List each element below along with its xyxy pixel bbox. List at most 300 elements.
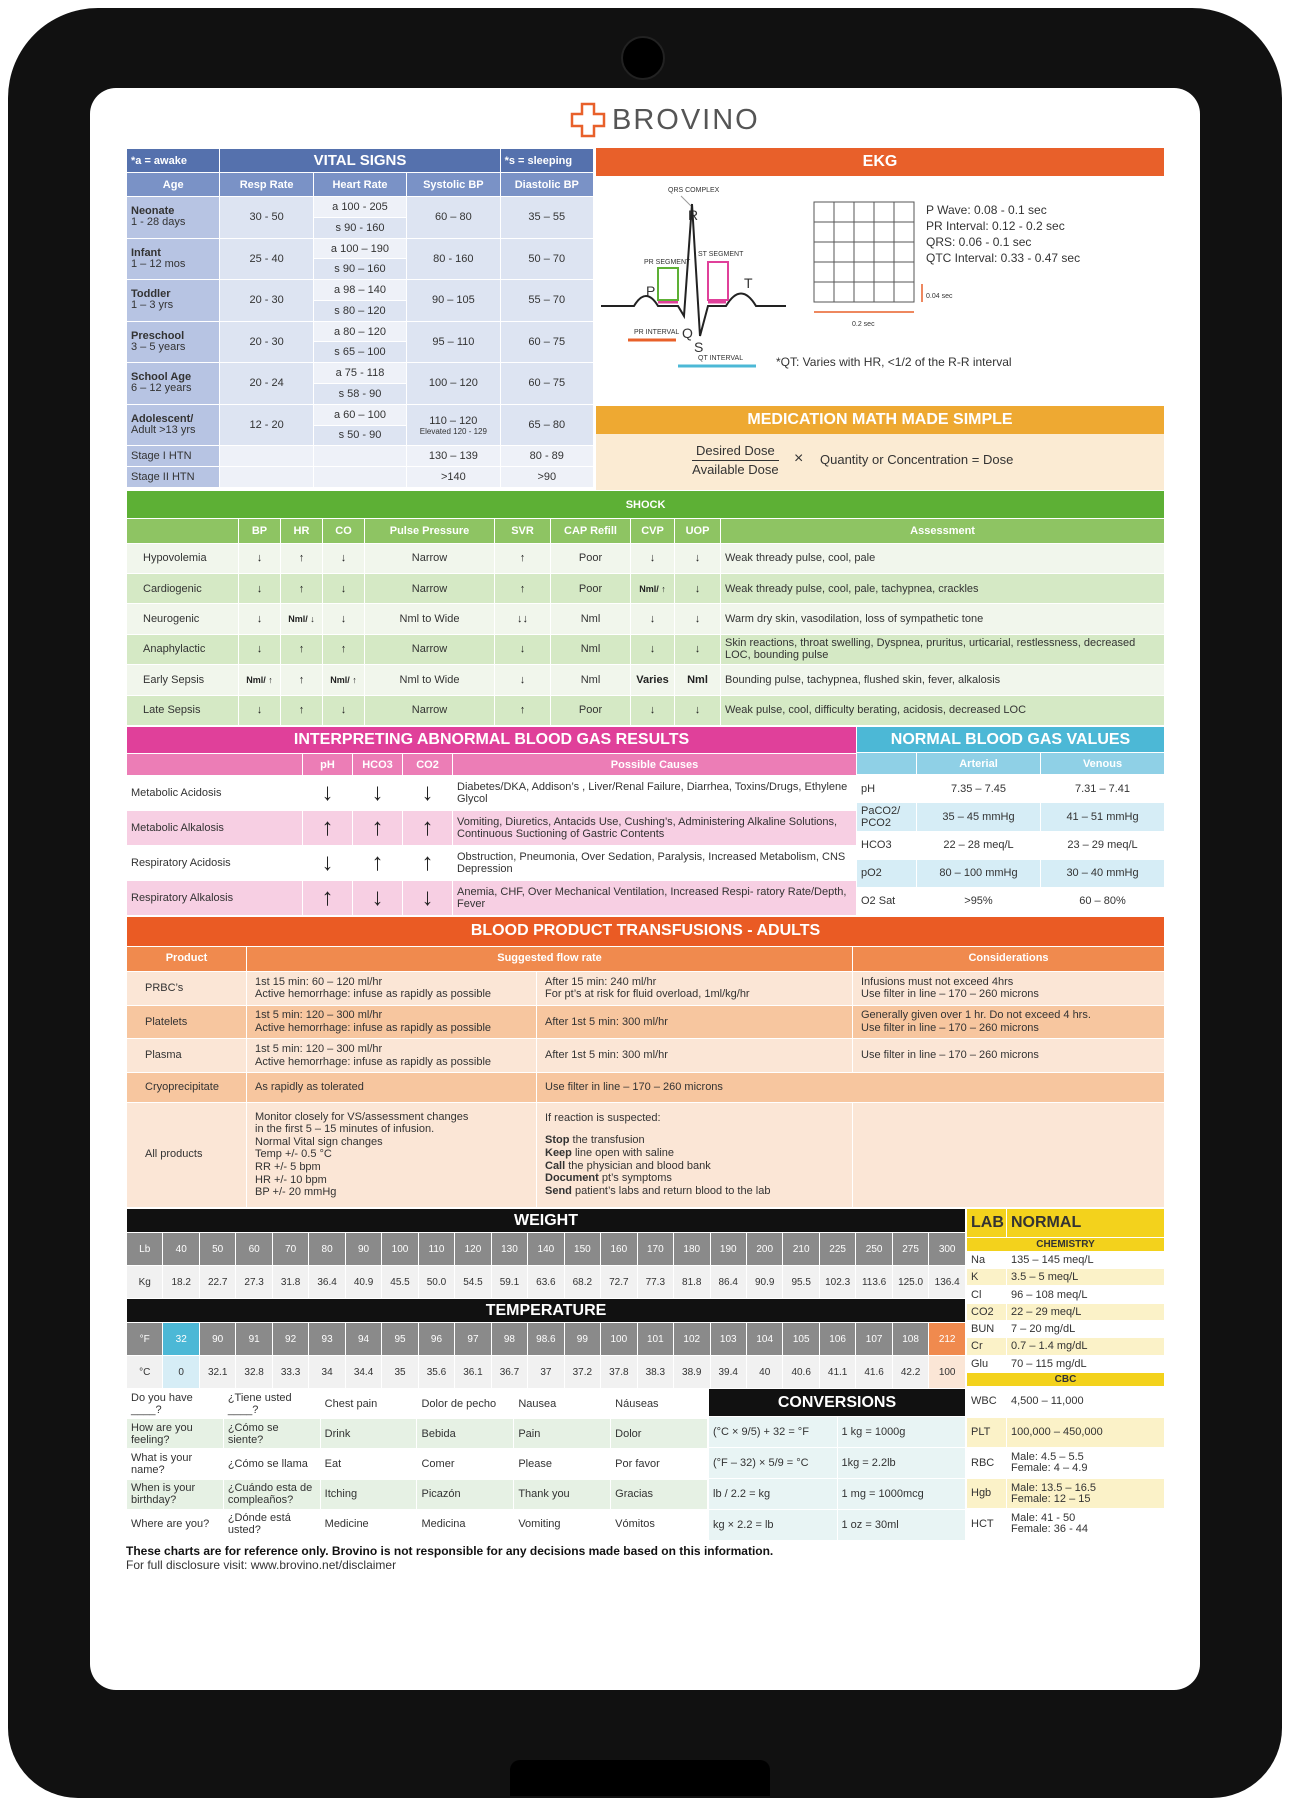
table-cell: 40	[746, 1356, 782, 1389]
table-row	[127, 881, 857, 916]
table-cell	[537, 1039, 853, 1073]
text-line: As rapidly as tolerated	[255, 1080, 364, 1093]
phrase-cell: Vómitos	[611, 1509, 708, 1539]
arrow-icon: ↓	[239, 634, 281, 664]
table-row	[127, 1266, 966, 1299]
table-row	[127, 1039, 1165, 1073]
medical-cross-icon	[570, 102, 606, 138]
medication-math-panel	[596, 406, 1164, 492]
text-line: Document pt’s symptoms	[545, 1172, 672, 1185]
available-dose: Available Dose	[692, 462, 779, 477]
column-header: HCO3	[353, 753, 403, 776]
table-row	[709, 1510, 966, 1541]
wave-p: P	[646, 283, 656, 299]
table-cell: 95.5	[783, 1266, 819, 1299]
table-row	[127, 846, 857, 881]
table-cell: 37.2	[564, 1356, 600, 1389]
ekg-value-0: P Wave: 0.08 - 0.1 sec	[926, 203, 1047, 217]
reference-sheet	[90, 88, 1200, 1690]
age-range: 1 – 3 yrs	[131, 299, 174, 312]
lab-cell: 3.5 – 5 meq/L	[1007, 1269, 1165, 1286]
table-cell: 106	[819, 1323, 855, 1356]
text-line: Use filter in line – 170 – 260 microns	[861, 988, 1039, 1001]
arrow-icon: ↑	[403, 811, 453, 846]
text-line: Use filter in line – 170 – 260 microns	[861, 1021, 1039, 1034]
time-04-label: 0.04 sec	[926, 293, 953, 300]
phrase-cell: Comer	[417, 1449, 514, 1479]
age-name: School Age	[131, 371, 192, 384]
table-cell: Weak pulse, cool, difficulty berating, acidosis, decreased LOC	[721, 695, 1165, 725]
hanging-hole	[621, 36, 665, 80]
table-row	[127, 1102, 1165, 1207]
column-header: CAP Refill	[551, 519, 631, 543]
table-cell: Weak thready pulse, cool, pale, tachypnea, crackles	[721, 574, 1165, 604]
table-cell: Bounding pulse, tachypnea, flushed skin, fever, alkalosis	[721, 665, 1165, 695]
table-cell: 108	[892, 1323, 928, 1356]
diastolic-bp: 35 – 55	[500, 197, 593, 239]
table-cell: 32	[163, 1323, 199, 1356]
table-cell: 95	[382, 1323, 418, 1356]
text-line: If reaction is suspected:	[545, 1111, 661, 1124]
table-cell: 91	[236, 1323, 272, 1356]
table-cell	[127, 1073, 247, 1103]
table-cell: 103	[710, 1323, 746, 1356]
table-cell: 300	[929, 1233, 966, 1266]
arrow-icon: ↓	[239, 695, 281, 725]
age-label	[127, 404, 220, 446]
arrow-icon: ↑	[281, 543, 323, 573]
arrow-icon: ↓	[403, 881, 453, 916]
phrase-cell: ¿Cómo se siente?	[223, 1419, 320, 1449]
lab-cell: CO2	[967, 1303, 1007, 1320]
text-line: RR +/- 5 bpm	[255, 1161, 321, 1174]
arrow-icon: Nml/ ↑	[239, 665, 281, 695]
column-header	[857, 753, 917, 775]
conversion-cell: (°F – 32) × 5/9 = °C	[709, 1448, 838, 1479]
section-title: TEMPERATURE	[127, 1299, 966, 1323]
table-cell: 37	[528, 1356, 564, 1389]
table-cell: 130	[491, 1233, 527, 1266]
table-cell	[537, 971, 853, 1005]
table-cell: Early Sepsis	[127, 665, 239, 695]
heart-rate-awake: a 75 - 118	[313, 363, 406, 384]
column-header: CVP	[631, 519, 675, 543]
arrow-icon: ↓	[631, 543, 675, 573]
table-cell: 113.6	[856, 1266, 892, 1299]
pr-interval-label: PR INTERVAL	[634, 329, 680, 336]
heart-rate-awake: a 60 – 100	[313, 404, 406, 425]
table-cell: Respiratory Alkalosis	[127, 881, 303, 916]
table-row	[967, 1509, 1165, 1540]
age-range: 1 – 12 mos	[131, 257, 186, 270]
text-line: Use filter in line – 170 – 260 microns	[861, 1049, 1039, 1062]
phrase-cell: Drink	[320, 1419, 417, 1449]
heart-rate-awake: a 100 - 205	[313, 197, 406, 218]
lab-cell: Male: 4.5 – 5.5 Female: 4 – 4.9	[1007, 1448, 1165, 1479]
table-row	[967, 1372, 1165, 1386]
table-row	[127, 971, 1165, 1005]
lab-cell: 135 – 145 meq/L	[1007, 1251, 1165, 1268]
table-cell: 93	[309, 1323, 345, 1356]
age-label	[127, 280, 220, 322]
systolic-bp	[407, 197, 500, 239]
ekg-note: *QT: Varies with HR, <1/2 of the R-R interval	[776, 355, 1012, 369]
text-line: Active hemorrhage: infuse as rapidly as possible	[255, 988, 492, 1001]
table-cell: 77.3	[637, 1266, 673, 1299]
diastolic-bp: 55 – 70	[500, 280, 593, 322]
lab-cell: 96 – 108 meq/L	[1007, 1286, 1165, 1303]
sleeping-note: *s = sleeping	[500, 149, 593, 173]
table-cell: HCO3	[857, 831, 917, 859]
disclaimer	[126, 1544, 1164, 1572]
qrs-complex-label: QRS COMPLEX	[668, 187, 720, 194]
table-row	[127, 1233, 966, 1266]
phrase-cell: Please	[514, 1449, 611, 1479]
table-cell: 34.4	[345, 1356, 381, 1389]
section-title: NORMAL BLOOD GAS VALUES	[857, 727, 1165, 753]
weight-table	[126, 1208, 966, 1298]
table-cell: Vomiting, Diuretics, Antacids Use, Cushing’s, Administering Alkaline Solutions, Continuous Suctioning of Gastric Contents	[453, 811, 857, 846]
lab-cell: PLT	[967, 1417, 1007, 1448]
table-cell: 37.8	[601, 1356, 637, 1389]
ekg-value-1: PR Interval: 0.12 - 0.2 sec	[926, 219, 1065, 233]
column-header: pH	[303, 753, 353, 776]
table-row	[127, 404, 594, 425]
table-row	[967, 1355, 1165, 1372]
arrow-icon: Nml	[675, 665, 721, 695]
spanish-phrases-table	[126, 1388, 708, 1540]
arrow-icon: ↑	[495, 543, 551, 573]
clipboard-latch	[510, 1760, 770, 1796]
table-row	[127, 695, 1165, 725]
chemistry-header: CHEMISTRY	[967, 1237, 1165, 1251]
table-row	[127, 543, 1165, 573]
heart-rate-sleeping: s 90 – 160	[313, 259, 406, 280]
table-row	[967, 1209, 1165, 1238]
table-cell	[127, 1102, 247, 1207]
table-cell: 33.3	[272, 1356, 308, 1389]
table-row	[127, 149, 594, 173]
table-cell: Neurogenic	[127, 604, 239, 634]
table-cell: 42.2	[892, 1356, 928, 1389]
arrow-icon: ↓	[353, 776, 403, 811]
resp-rate: 20 - 24	[220, 363, 313, 405]
table-cell	[853, 1102, 1165, 1207]
ekg-value-2: QRS: 0.06 - 0.1 sec	[926, 235, 1032, 249]
column-header: Product	[127, 946, 247, 971]
systolic-value: 110 – 120	[429, 414, 478, 427]
table-cell	[247, 1102, 537, 1207]
systolic-elevated: Elevated 120 - 129	[419, 426, 487, 436]
table-cell: 225	[819, 1233, 855, 1266]
table-row	[857, 887, 1165, 915]
arrow-icon: ↑	[281, 695, 323, 725]
table-row	[127, 727, 857, 754]
table-row	[967, 1417, 1165, 1448]
table-cell: Nml	[551, 665, 631, 695]
phrase-cell: Do you have ____?	[127, 1389, 224, 1419]
table-cell: Poor	[551, 543, 631, 573]
heart-rate-sleeping: s 80 – 120	[313, 300, 406, 321]
table-cell: 27.3	[236, 1266, 272, 1299]
heart-rate-awake: a 100 – 190	[313, 238, 406, 259]
table-cell: Narrow	[365, 695, 495, 725]
lab-cell: 4,500 – 11,000	[1007, 1387, 1165, 1418]
arrow-icon: ↑	[353, 846, 403, 881]
table-cell: 32.1	[199, 1356, 235, 1389]
lab-cell: HCT	[967, 1509, 1007, 1540]
table-row	[127, 1323, 966, 1356]
lab-cell: K	[967, 1269, 1007, 1286]
arrow-icon: ↑	[403, 846, 453, 881]
heart-rate-sleeping: s 50 - 90	[313, 425, 406, 446]
text-line: Active hemorrhage: infuse as rapidly as possible	[255, 1021, 492, 1034]
table-cell: 140	[528, 1233, 564, 1266]
arrow-icon: ↓	[239, 543, 281, 573]
systolic-bp	[407, 321, 500, 363]
table-cell	[853, 1039, 1165, 1073]
blank	[220, 467, 313, 488]
phrase-cell: Picazón	[417, 1479, 514, 1509]
text-line	[861, 1150, 1160, 1160]
arrow-icon: Nml/ ↑	[631, 574, 675, 604]
column-header: BP	[239, 519, 281, 543]
pr-segment-label: PR SEGMENT	[644, 259, 691, 266]
age-name: Toddler	[131, 288, 171, 301]
table-row	[127, 197, 594, 218]
section-title: SHOCK	[127, 491, 1165, 519]
table-cell: 210	[783, 1233, 819, 1266]
heart-rate-awake: a 98 – 140	[313, 280, 406, 301]
table-cell: 60 – 80%	[1041, 887, 1165, 915]
stage-label: Stage I HTN	[127, 446, 220, 467]
lab-cell: Cl	[967, 1286, 1007, 1303]
text-line: Monitor closely for VS/assessment changes	[255, 1110, 469, 1123]
wave-s: S	[694, 339, 704, 355]
table-row	[127, 173, 594, 197]
table-cell: Diabetes/DKA, Addison’s , Liver/Renal Failure, Diarrhea, Toxins/Drugs, Ethylene Glycol	[453, 776, 857, 811]
row-label: °F	[127, 1323, 163, 1356]
table-cell: 94	[345, 1323, 381, 1356]
lab-cell: 70 – 115 mg/dL	[1007, 1355, 1165, 1372]
table-cell: 36.4	[309, 1266, 345, 1299]
table-cell: 68.2	[564, 1266, 600, 1299]
table-cell: Nml	[551, 604, 631, 634]
table-cell	[247, 971, 537, 1005]
systolic-bp: 130 – 139	[407, 446, 500, 467]
age-label	[127, 363, 220, 405]
table-cell: 170	[637, 1233, 673, 1266]
lab-cell: Glu	[967, 1355, 1007, 1372]
phrase-cell: Itching	[320, 1479, 417, 1509]
heart-rate-sleeping: s 90 - 160	[313, 217, 406, 238]
table-cell: 50	[199, 1233, 235, 1266]
phrase-cell: Por favor	[611, 1449, 708, 1479]
table-cell: 36.1	[455, 1356, 491, 1389]
table-row	[127, 446, 594, 467]
table-cell	[247, 1073, 537, 1103]
table-cell: Anemia, CHF, Over Mechanical Ventilation, Increased Respi- ratory Rate/Depth, Fever	[453, 881, 857, 916]
lab-cell: 0.7 – 1.4 mg/dL	[1007, 1338, 1165, 1355]
vital-header: Systolic BP	[407, 173, 500, 197]
awake-note: *a = awake	[127, 149, 220, 173]
text-line: Temp +/- 0.5 °C	[255, 1148, 332, 1161]
phrase-cell: Vomiting	[514, 1509, 611, 1539]
table-cell: Anaphylactic	[127, 634, 239, 664]
table-cell: 41 – 51 mmHg	[1041, 803, 1165, 831]
table-row	[967, 1448, 1165, 1479]
column-header: CO2	[403, 753, 453, 776]
table-cell: Nml	[551, 634, 631, 664]
arrow-icon: ↓	[675, 543, 721, 573]
lab-cell: RBC	[967, 1448, 1007, 1479]
table-cell: Nml to Wide	[365, 665, 495, 695]
table-row	[127, 1419, 708, 1449]
table-cell: 59.1	[491, 1266, 527, 1299]
table-cell: 32.8	[236, 1356, 272, 1389]
diastolic-bp: 60 – 75	[500, 363, 593, 405]
column-header: Assessment	[721, 519, 1165, 543]
disclaimer-line-2: For full disclosure visit: www.brovino.net/disclaimer	[126, 1558, 397, 1572]
table-cell: 110	[418, 1233, 454, 1266]
diastolic-bp: 50 – 70	[500, 238, 593, 280]
conversion-cell: 1 mg = 1000mcg	[837, 1479, 966, 1510]
table-cell: 23 – 29 meq/L	[1041, 831, 1165, 859]
table-cell: 41.6	[856, 1356, 892, 1389]
arrow-icon: ↓	[239, 604, 281, 634]
table-cell: 86.4	[710, 1266, 746, 1299]
text-line: After 15 min: 240 ml/hr	[545, 975, 657, 988]
arrow-icon: ↑	[323, 634, 365, 664]
table-cell: 90	[345, 1233, 381, 1266]
phrase-cell: ¿Dónde está usted?	[223, 1509, 320, 1539]
arrow-icon: ↓	[239, 574, 281, 604]
conversion-cell: 1 kg = 1000g	[837, 1417, 966, 1448]
phrase-cell: Gracias	[611, 1479, 708, 1509]
brand-header	[570, 100, 760, 140]
table-row	[967, 1286, 1165, 1303]
row-label: Lb	[127, 1233, 163, 1266]
systolic-bp	[407, 363, 500, 405]
table-cell	[247, 1005, 537, 1039]
arrow-icon: ↓	[323, 695, 365, 725]
table-row	[127, 519, 1165, 543]
desired-dose: Desired Dose	[692, 442, 779, 461]
normal-header: NORMAL	[1007, 1209, 1165, 1238]
table-cell: 81.8	[674, 1266, 710, 1299]
arrow-icon: ↓	[323, 574, 365, 604]
resp-rate: 25 - 40	[220, 238, 313, 280]
table-cell: 40	[163, 1233, 199, 1266]
conversion-cell: lb / 2.2 = kg	[709, 1479, 838, 1510]
text-line: 1st 5 min: 120 – 300 ml/hr	[255, 1009, 383, 1022]
table-cell: 18.2	[163, 1266, 199, 1299]
arrow-icon: Varies	[631, 665, 675, 695]
table-cell: pH	[857, 775, 917, 803]
ekg-title: EKG	[596, 148, 1164, 176]
table-cell: 40.9	[345, 1266, 381, 1299]
table-cell: 275	[892, 1233, 928, 1266]
lab-cell: Na	[967, 1251, 1007, 1268]
arrow-icon: ↓	[675, 604, 721, 634]
table-cell: 22.7	[199, 1266, 235, 1299]
table-cell: 72.7	[601, 1266, 637, 1299]
conversions-table	[708, 1388, 966, 1540]
systolic-value: 90 – 105	[431, 294, 475, 307]
table-cell: 70	[272, 1233, 308, 1266]
arrow-icon: ↓	[353, 881, 403, 916]
table-cell: 80	[309, 1233, 345, 1266]
section-title: INTERPRETING ABNORMAL BLOOD GAS RESULTS	[127, 727, 857, 754]
column-header: Venous	[1041, 753, 1165, 775]
arrow-icon: ↑	[303, 881, 353, 916]
text-line: BP +/- 20 mmHg	[255, 1186, 337, 1199]
text-line: Use filter in line – 170 – 260 microns	[545, 1080, 723, 1093]
table-row	[967, 1269, 1165, 1286]
table-row	[967, 1251, 1165, 1268]
age-range: 1 - 28 days	[131, 216, 186, 229]
table-row	[857, 753, 1165, 775]
table-cell: 35.6	[418, 1356, 454, 1389]
conversion-cell: (°C × 9/5) + 32 = °F	[709, 1417, 838, 1448]
phrase-cell: Where are you?	[127, 1509, 224, 1539]
text-line: PRBC’s	[145, 981, 184, 994]
heart-rate-awake: a 80 – 120	[313, 321, 406, 342]
table-cell: 34	[309, 1356, 345, 1389]
phrase-cell: Dolor de pecho	[417, 1389, 514, 1419]
table-cell: 200	[746, 1233, 782, 1266]
table-row	[857, 859, 1165, 887]
table-cell: Warm dry skin, vasodilation, loss of sympathetic tone	[721, 604, 1165, 634]
medmath-title: MEDICATION MATH MADE SIMPLE	[596, 406, 1164, 434]
table-cell: 38.9	[674, 1356, 710, 1389]
arrow-icon: ↓	[631, 604, 675, 634]
multiply-sign: ×	[794, 450, 804, 467]
table-cell	[537, 1102, 853, 1207]
phrase-cell: Nausea	[514, 1389, 611, 1419]
arrow-icon: ↓	[631, 634, 675, 664]
table-cell: 90.9	[746, 1266, 782, 1299]
table-cell	[127, 1039, 247, 1073]
table-cell: 102	[674, 1323, 710, 1356]
diastolic-bp: 80 - 89	[500, 446, 593, 467]
table-cell: Metabolic Acidosis	[127, 776, 303, 811]
table-row	[127, 917, 1165, 947]
table-cell: 120	[455, 1233, 491, 1266]
text-line: HR +/- 10 bpm	[255, 1173, 327, 1186]
age-range: 6 – 12 years	[131, 382, 192, 395]
arrow-icon: ↓	[631, 695, 675, 725]
table-cell: Narrow	[365, 574, 495, 604]
table-row	[709, 1448, 966, 1479]
table-cell: 60	[236, 1233, 272, 1266]
phrase-cell: Chest pain	[320, 1389, 417, 1419]
column-header: HR	[281, 519, 323, 543]
table-row	[127, 574, 1165, 604]
arrow-icon: ↓	[323, 543, 365, 573]
table-row	[857, 831, 1165, 859]
column-header: Possible Causes	[453, 753, 857, 776]
table-cell: 54.5	[455, 1266, 491, 1299]
normal-blood-gas-table	[856, 726, 1164, 916]
age-name: Infant	[131, 246, 161, 259]
text-line: After 1st 5 min: 300 ml/hr	[545, 1049, 668, 1062]
table-cell: Respiratory Acidosis	[127, 846, 303, 881]
arrow-icon: ↓	[495, 665, 551, 695]
table-row	[127, 665, 1165, 695]
text-line: For pt’s at risk for fluid overload, 1ml/kg/hr	[545, 988, 750, 1001]
table-cell: 150	[564, 1233, 600, 1266]
